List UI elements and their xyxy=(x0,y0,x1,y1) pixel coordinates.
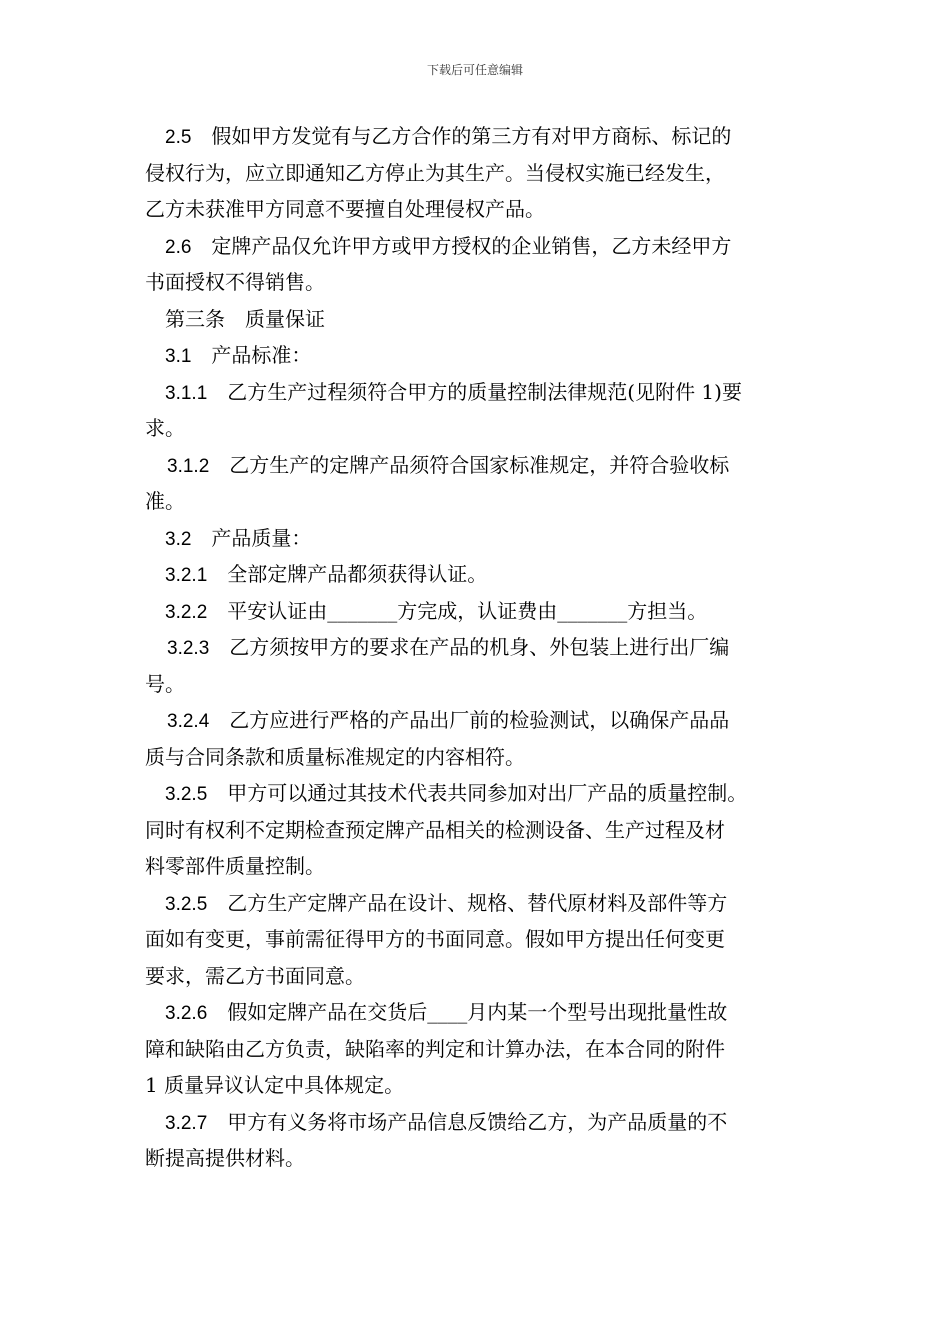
page-header: 下载后可任意编辑 xyxy=(426,63,523,77)
clause-text: 1 质量异议认定中具体规定。 xyxy=(145,1073,405,1097)
text-line xyxy=(145,374,810,411)
clause-number: 2.6 xyxy=(165,236,192,258)
clause-gap xyxy=(209,635,229,659)
text-line xyxy=(145,337,810,374)
clause-text: 号。 xyxy=(145,671,185,696)
clause-text: 甲方有义务将市场产品信息反馈给乙方，为产品质量的不 xyxy=(227,1109,728,1134)
clause-gap xyxy=(209,453,229,477)
clause-text: 第三条 质量保证 xyxy=(165,306,325,331)
clause-text: 乙方未获准甲方同意不要擅自处理侵权产品。 xyxy=(145,197,545,221)
clause-text: 定牌产品仅允许甲方或甲方授权的企业销售，乙方未经甲方 xyxy=(211,233,732,258)
clause-text: 准。 xyxy=(145,489,185,513)
text-line xyxy=(145,1140,810,1177)
text-line xyxy=(145,994,810,1031)
clause-number: 3.2.3 xyxy=(167,638,210,659)
clause-text: 要求，需乙方书面同意。 xyxy=(145,963,365,988)
document-body xyxy=(145,118,810,1177)
clause-text: 书面授权不得销售。 xyxy=(145,270,325,294)
text-line xyxy=(145,739,810,776)
clause-text: 乙方生产定牌产品在设计、规格、替代原材料及部件等方 xyxy=(227,890,728,915)
clause-text: 乙方应进行严格的产品出厂前的检验测试，以确保产品品 xyxy=(229,708,730,732)
clause-number: 3.1.2 xyxy=(167,455,210,477)
clause-gap xyxy=(207,891,227,915)
text-line xyxy=(145,593,810,630)
clause-text: 面如有变更，事前需征得甲方的书面同意。假如甲方提出任何变更 xyxy=(145,927,725,951)
text-line xyxy=(145,702,810,739)
clause-number: 3.2.1 xyxy=(165,565,208,586)
clause-gap xyxy=(191,343,211,367)
clause-number: 3.1.1 xyxy=(165,382,208,404)
clause-number: 3.2.7 xyxy=(165,1112,208,1134)
clause-number: 3.2.5 xyxy=(165,893,208,915)
text-line xyxy=(145,410,810,447)
clause-text: 假如定牌产品在交货后____月内某一个型号出现批量性故 xyxy=(227,1000,728,1024)
clause-number: 3.2.6 xyxy=(165,1003,208,1024)
clause-number: 2.5 xyxy=(165,127,192,148)
text-line xyxy=(145,520,810,557)
clause-text: 平安认证由_______方完成，认证费由_______方担当。 xyxy=(227,598,708,623)
text-line xyxy=(145,775,810,812)
clause-text: 假如甲方发觉有与乙方合作的第三方有对甲方商标、标记的 xyxy=(211,124,732,148)
text-line xyxy=(145,447,810,484)
text-line xyxy=(145,483,810,520)
text-line xyxy=(145,629,810,666)
text-line xyxy=(145,155,810,192)
clause-gap xyxy=(207,380,227,404)
text-line xyxy=(145,1067,810,1104)
clause-text: 同时有权利不定期检查预定牌产品相关的检测设备、生产过程及材 xyxy=(145,817,725,842)
clause-gap xyxy=(191,526,211,550)
clause-gap xyxy=(209,708,229,732)
text-line xyxy=(145,301,810,338)
clause-gap xyxy=(207,562,227,586)
text-line xyxy=(145,1104,810,1141)
text-line xyxy=(145,556,810,593)
text-line xyxy=(145,921,810,958)
clause-gap xyxy=(207,599,227,623)
clause-text: 甲方可以通过其技术代表共同参加对出厂产品的质量控制。 xyxy=(227,781,748,805)
clause-text: 乙方生产的定牌产品须符合国家标准规定，并符合验收标 xyxy=(229,452,730,477)
clause-text: 产品标准： xyxy=(211,343,312,367)
text-line xyxy=(145,848,810,885)
clause-gap xyxy=(207,1110,227,1134)
clause-text: 乙方须按甲方的要求在产品的机身、外包装上进行出厂编 xyxy=(229,635,730,659)
clause-text: 求。 xyxy=(145,416,185,440)
text-line xyxy=(145,228,810,265)
clause-text: 断提高提供材料。 xyxy=(145,1146,305,1170)
text-line xyxy=(145,958,810,995)
clause-number: 3.2 xyxy=(165,528,192,550)
text-line xyxy=(145,191,810,228)
text-line xyxy=(145,666,810,703)
clause-number: 3.2.4 xyxy=(167,711,210,732)
clause-text: 侵权行为，应立即通知乙方停止为其生产。当侵权实施已经发生， xyxy=(145,160,725,185)
text-line xyxy=(145,118,810,155)
text-line xyxy=(145,1031,810,1068)
clause-number: 3.1 xyxy=(165,346,192,367)
clause-text: 全部定牌产品都须获得认证。 xyxy=(227,562,488,586)
clause-text: 产品质量： xyxy=(211,525,312,550)
clause-gap xyxy=(191,124,211,148)
clause-gap xyxy=(207,1000,227,1024)
clause-text: 料零部件质量控制。 xyxy=(145,854,325,878)
clause-number: 3.2.5 xyxy=(165,784,208,805)
text-line xyxy=(145,812,810,849)
clause-text: 乙方生产过程须符合甲方的质量控制法律规范(见附件 1)要 xyxy=(227,379,742,404)
text-line xyxy=(145,264,810,301)
text-line xyxy=(145,885,810,922)
clause-gap xyxy=(207,781,227,805)
clause-text: 质与合同条款和质量标准规定的内容相符。 xyxy=(145,744,525,769)
clause-text: 障和缺陷由乙方负责，缺陷率的判定和计算办法，在本合同的附件 xyxy=(145,1036,725,1061)
clause-number: 3.2.2 xyxy=(165,601,208,623)
clause-gap xyxy=(191,234,211,258)
